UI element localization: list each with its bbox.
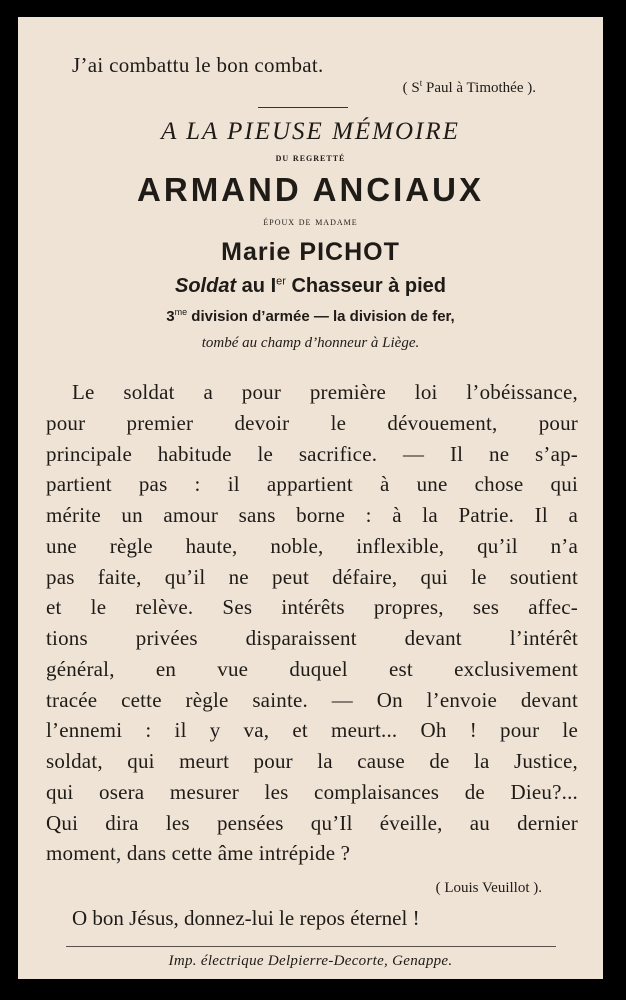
printer-credit: Imp. électrique Delpierre-Decorte, Genappe. [168,953,453,969]
quote-line: Qui dira les pensées qu’Il éveille, au dernier [46,811,578,835]
divider-long [66,946,556,947]
quote-source: ( Louis Veuillot ). [435,880,542,896]
quote-line: une règle haute, noble, inflexible, qu’il n’a [46,534,578,558]
divider-short [258,107,348,108]
memorial-card [18,17,603,979]
quote-line: Le soldat a pour première loi l’obéissance, [72,380,578,404]
regiment-line: Soldat au Ier Chasseur à pied [175,275,446,297]
quote-line: partient pas : il appartient à une chose qui [46,472,578,496]
quote-line: l’ennemi : il y va, et meurt... Oh ! pour le [46,718,578,742]
spouse-name: Marie PICHOT [221,238,400,266]
quote-line: et le relève. Ses intérêts propres, ses affec- [46,595,578,619]
quote-line: tions privées disparaissent devant l’intérêt [46,626,578,650]
epigraph: J’ai combattu le bon combat. [72,53,324,77]
deceased-name: ARMAND ANCIAUX [137,171,484,208]
dedication-heading: A LA PIEUSE MÉMOIRE [161,118,460,145]
spouse-label: époux de madame [263,216,358,228]
quote-line: pour premier devoir le dévouement, pour [46,411,578,435]
prayer-line: O bon Jésus, donnez-lui le repos éternel ! [72,906,420,930]
quote-line: moment, dans cette âme intrépide ? [46,841,351,865]
quote-line: mérite un amour sans borne : à la Patrie. Il a [46,503,578,527]
epigraph-source: ( $S^t$ Paul à Timothée ). [402,78,536,96]
regrette-label: du regretté [275,152,346,164]
quote-line: tracée cette règle sainte. — On l’envoie devant [46,688,578,712]
quote-line: principale habitude le sacrifice. — Il ne s’ap- [46,442,578,466]
quote-line: général, en vue duquel est exclusivement [46,657,578,681]
division-line: $3^{me}$ division d’armée — la division de fer, [166,307,455,325]
quote-line: qui osera mesurer les complaisances de Dieu?... [46,780,578,804]
quote-line: soldat, qui meurt pour la cause de la Justice, [46,749,578,773]
quote-line: pas faite, qu’il ne peut défaire, qui le soutient [46,565,578,589]
death-place-line: tombé au champ d’honneur à Liège. [201,335,420,351]
